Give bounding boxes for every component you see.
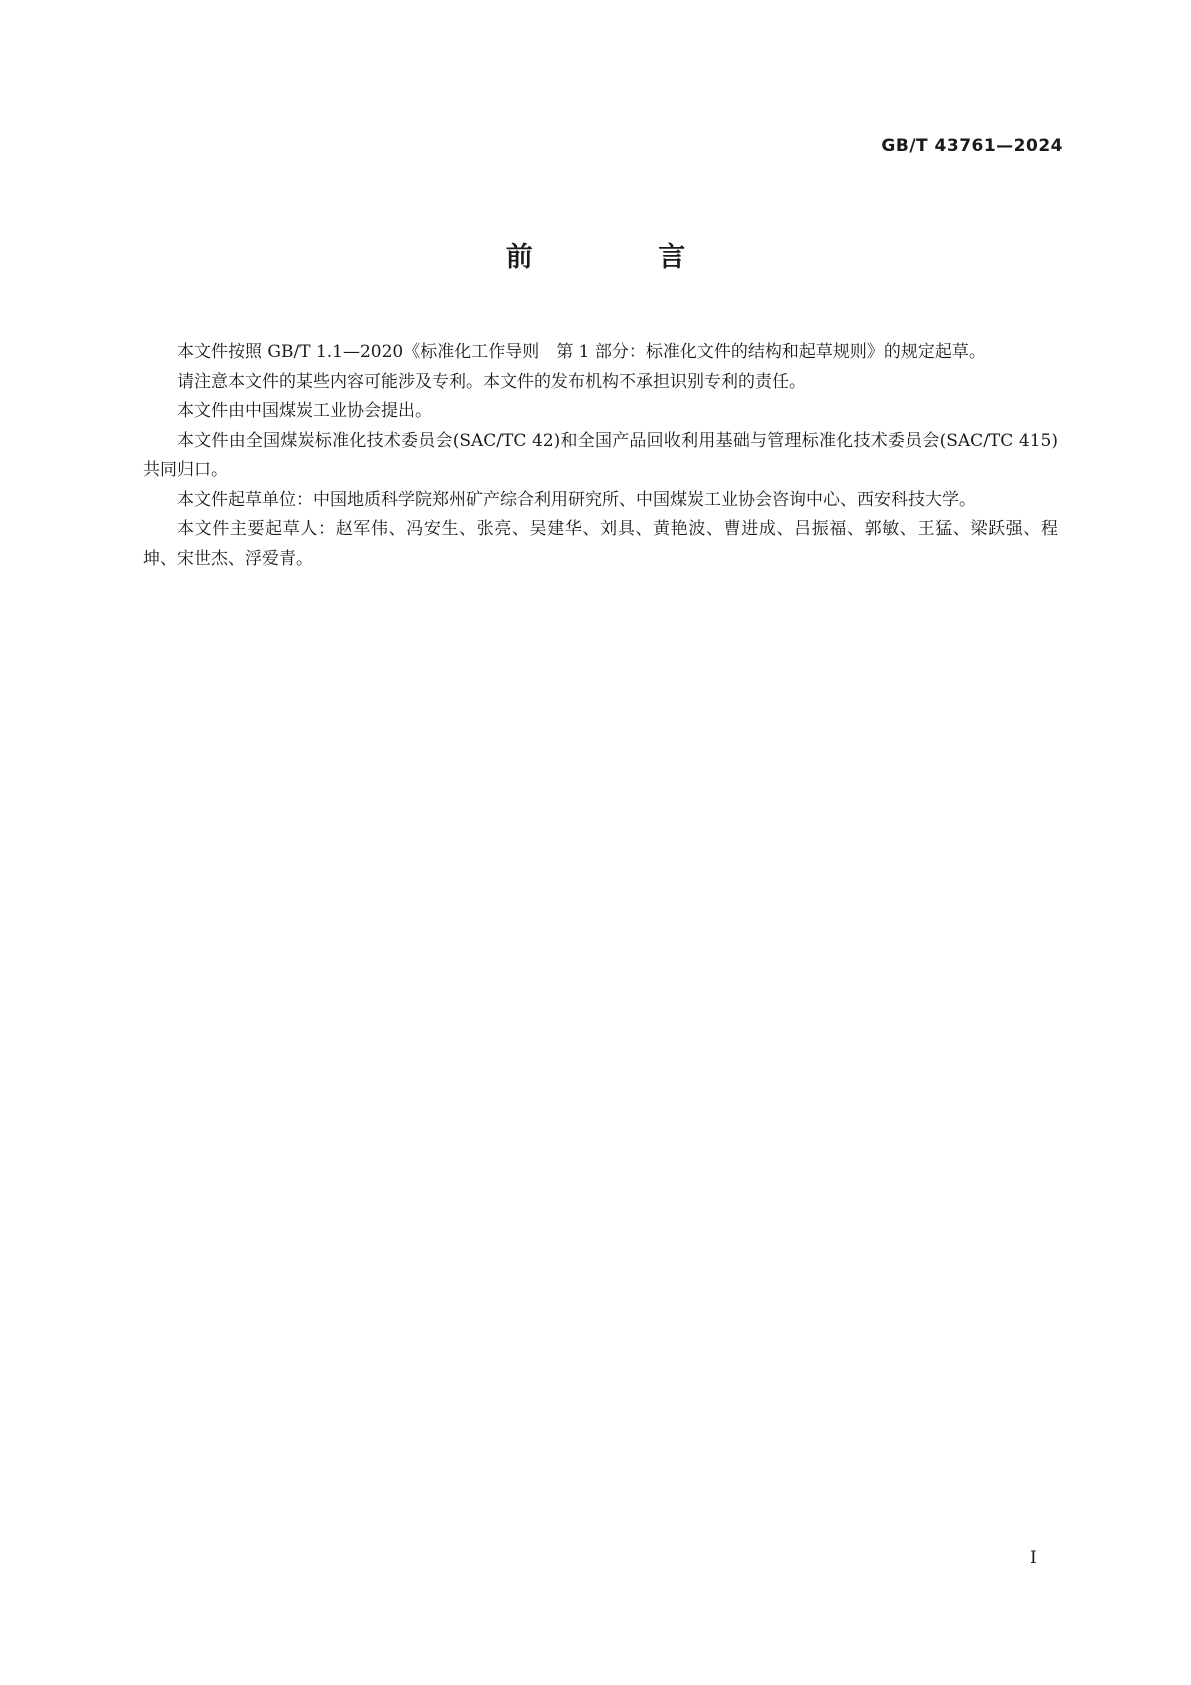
paragraph-drafters: 本文件主要起草人：赵军伟、冯安生、张亮、吴建华、刘具、黄艳波、曹进成、吕振福、郭敏、王猛、梁跃强、程坤、宋世杰、浮爱青。: [143, 519, 1058, 569]
paragraph-drafting-rules: 本文件按照 GB/T 1.1—2020《标准化工作导则 第 1 部分：标准化文件的结构和起草规则》的规定起草。: [177, 342, 986, 362]
page-title: 前 言: [505, 242, 744, 273]
page-number: Ⅰ: [1030, 1548, 1037, 1568]
paragraph-patent-notice: 请注意本文件的某些内容可能涉及专利。本文件的发布机构不承担识别专利的责任。: [177, 371, 806, 392]
foreword-body: [143, 338, 1058, 574]
standard-number: GB/T 43761—2024: [881, 136, 1063, 156]
paragraph-drafting-units: 本文件起草单位：中国地质科学院郑州矿产综合利用研究所、中国煤炭工业协会咨询中心、西安科技大学。: [177, 489, 976, 510]
paragraph-technical-committees: 本文件由全国煤炭标准化技术委员会(SAC/TC 42)和全国产品回收利用基础与管理标准化技术委员会(SAC/TC 415)共同归口。: [143, 430, 1058, 480]
paragraph-proposer: 本文件由中国煤炭工业协会提出。: [177, 401, 432, 421]
